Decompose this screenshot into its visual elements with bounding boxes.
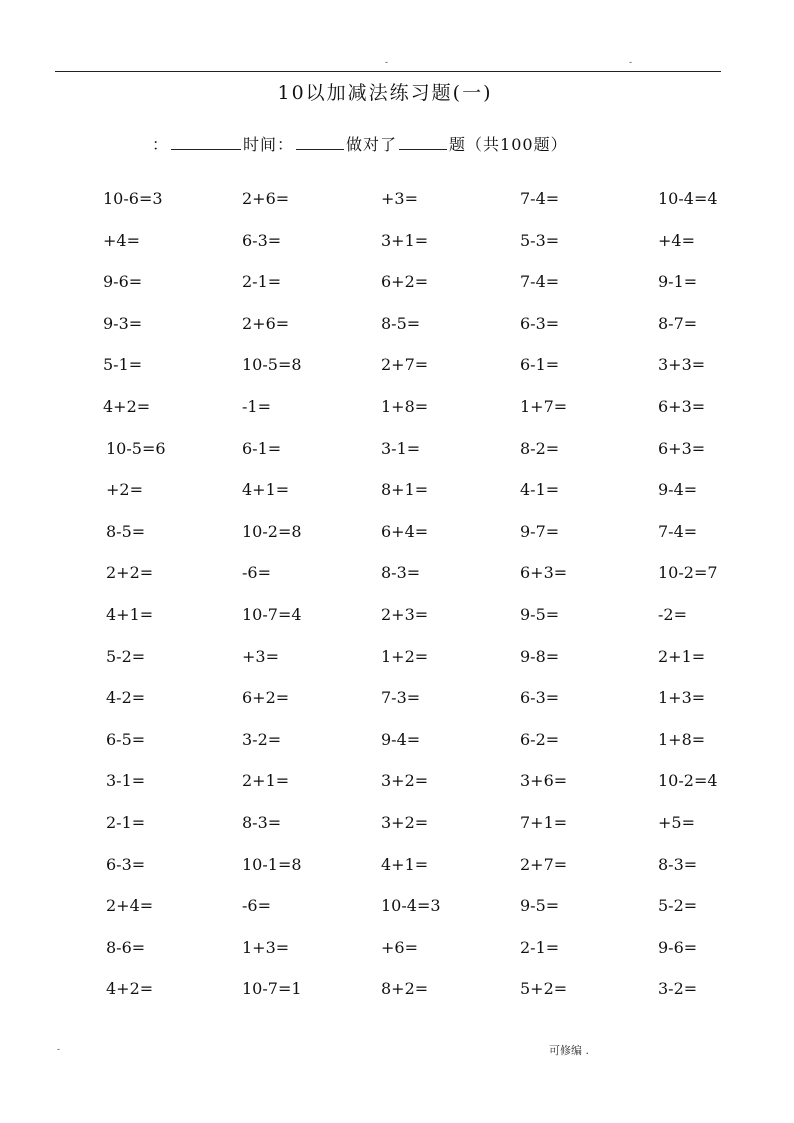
problem-cell: 9-6= <box>103 272 143 292</box>
name-prefix: ： <box>152 135 170 154</box>
problem-cell: 2-1= <box>520 937 560 957</box>
problem-cell: 4-1= <box>520 480 560 500</box>
problem-cell: 7-4= <box>520 272 560 292</box>
problem-cell: -1= <box>242 396 271 416</box>
problem-cell: 8-5= <box>106 521 146 541</box>
problem-cell: 1+7= <box>520 396 568 416</box>
problem-cell: 5+2= <box>520 979 568 999</box>
problem-cell: 6-3= <box>520 688 560 708</box>
problem-cell: 8-2= <box>520 438 560 458</box>
problem-cell: 2+6= <box>242 189 290 208</box>
problem-cell: 9-5= <box>520 604 560 624</box>
problem-cell: 9-7= <box>520 521 560 541</box>
problem-cell: 4+1= <box>242 480 290 500</box>
problem-cell: 10-5=8 <box>242 355 302 375</box>
problem-cell: 8+2= <box>381 979 429 999</box>
problem-cell: 10-7=4 <box>242 604 302 624</box>
problem-cell: 3-2= <box>658 979 698 999</box>
problem-cell: 6+3= <box>658 396 706 416</box>
problem-cell: 1+8= <box>381 396 429 416</box>
problem-cell: 6+4= <box>381 521 429 541</box>
problem-cell: 7-4= <box>520 189 560 208</box>
problem-cell: 1+3= <box>242 937 290 957</box>
problem-cell: 5-1= <box>103 355 143 375</box>
problem-cell: 4+2= <box>106 979 154 999</box>
problem-cell: 2+1= <box>658 646 706 666</box>
problem-cell: 2+2= <box>106 563 154 583</box>
problem-cell: +3= <box>381 189 418 208</box>
info-line <box>152 133 568 157</box>
header-mark-left: - <box>385 58 389 68</box>
problem-cell: 6+2= <box>242 688 290 708</box>
problem-cell: 3+2= <box>381 771 429 791</box>
problem-cell: 5-3= <box>520 230 560 250</box>
problem-cell: 8+1= <box>381 480 429 500</box>
problem-cell: 9-8= <box>520 646 560 666</box>
problem-cell: 4+1= <box>381 854 429 874</box>
problem-cell: 4+2= <box>103 396 151 416</box>
problem-cell: 10-2=4 <box>658 771 718 791</box>
time-label: 时间： <box>243 135 295 154</box>
time-blank <box>296 135 344 150</box>
header-rule <box>55 71 721 72</box>
problem-cell: 6-1= <box>242 438 282 458</box>
problem-cell: +6= <box>381 937 418 957</box>
header-mark-right: - <box>629 58 633 68</box>
problem-cell: 7-3= <box>381 688 421 708</box>
problem-cell: 4+1= <box>106 604 154 624</box>
problem-cell: 10-7=1 <box>242 979 302 999</box>
problem-cell: -6= <box>242 896 271 916</box>
problem-cell: 6-5= <box>106 729 146 749</box>
problem-cell: 6-1= <box>520 355 560 375</box>
problem-cell: 9-4= <box>381 729 421 749</box>
page-title: 10以加减法练习题(一) <box>277 82 493 104</box>
problem-cell: 8-5= <box>381 313 421 333</box>
problem-cell: 3-1= <box>381 438 421 458</box>
problem-cell: 6-2= <box>520 729 560 749</box>
problem-grid <box>103 186 723 1018</box>
problem-cell: 9-6= <box>658 937 698 957</box>
problem-cell: 10-2=7 <box>658 563 718 583</box>
problem-cell: 2+3= <box>381 604 429 624</box>
problem-cell: 1+3= <box>658 688 706 708</box>
problem-cell: 8-6= <box>106 937 146 957</box>
problem-cell: 6-3= <box>106 854 146 874</box>
problem-cell: 6+3= <box>658 438 706 458</box>
problem-cell: 7-4= <box>658 521 698 541</box>
problem-cell: +5= <box>658 812 695 832</box>
problem-cell: 2+1= <box>242 771 290 791</box>
name-blank <box>171 135 241 150</box>
problem-cell: 9-3= <box>103 313 143 333</box>
problem-cell: 5-2= <box>658 896 698 916</box>
problem-cell: 8-3= <box>381 563 421 583</box>
problem-cell: 2-1= <box>242 272 282 292</box>
total-label: 题（共100题） <box>449 135 568 154</box>
correct-label: 做对了 <box>346 135 398 154</box>
problem-cell: 1+8= <box>658 729 706 749</box>
problem-cell: 8-7= <box>658 313 698 333</box>
problem-cell: 10-5=6 <box>106 438 166 458</box>
problem-cell: +4= <box>658 230 695 250</box>
problem-cell: 9-1= <box>658 272 698 292</box>
problem-cell: 3+2= <box>381 812 429 832</box>
problem-cell: +4= <box>103 230 140 250</box>
problem-cell: 3-1= <box>106 771 146 791</box>
problem-cell: 2+4= <box>106 896 154 916</box>
problem-cell: -2= <box>658 604 687 624</box>
problem-cell: 10-4=3 <box>381 896 441 916</box>
problem-cell: 10-1=8 <box>242 854 302 874</box>
problem-cell: 6+2= <box>381 272 429 292</box>
problem-cell: 2+7= <box>520 854 568 874</box>
problem-cell: 9-5= <box>520 896 560 916</box>
problem-cell: 10-2=8 <box>242 521 302 541</box>
problem-cell: 4-2= <box>106 688 146 708</box>
problem-cell: 3+1= <box>381 230 429 250</box>
problem-cell: 9-4= <box>658 480 698 500</box>
problem-cell: 1+2= <box>381 646 429 666</box>
problem-cell: 2-1= <box>106 812 146 832</box>
problem-cell: +3= <box>242 646 279 666</box>
problem-cell: -6= <box>242 563 271 583</box>
problem-cell: 7+1= <box>520 812 568 832</box>
problem-cell: 6+3= <box>520 563 568 583</box>
problem-cell: 8-3= <box>242 812 282 832</box>
problem-cell: 2+6= <box>242 313 290 333</box>
problem-cell: 3+3= <box>658 355 706 375</box>
problem-cell: 3-2= <box>242 729 282 749</box>
footer-note: 可修编 . <box>549 1044 589 1057</box>
problem-cell: 10-6=3 <box>103 189 163 208</box>
problem-cell: +2= <box>106 480 143 500</box>
problem-cell: 2+7= <box>381 355 429 375</box>
problem-cell: 8-3= <box>658 854 698 874</box>
problem-cell: 6-3= <box>520 313 560 333</box>
footer-mark-left: - <box>57 1045 61 1055</box>
problem-cell: 3+6= <box>520 771 568 791</box>
problem-cell: 10-4=4 <box>658 189 718 208</box>
problem-cell: 6-3= <box>242 230 282 250</box>
correct-blank <box>399 135 447 150</box>
problem-cell: 5-2= <box>106 646 146 666</box>
